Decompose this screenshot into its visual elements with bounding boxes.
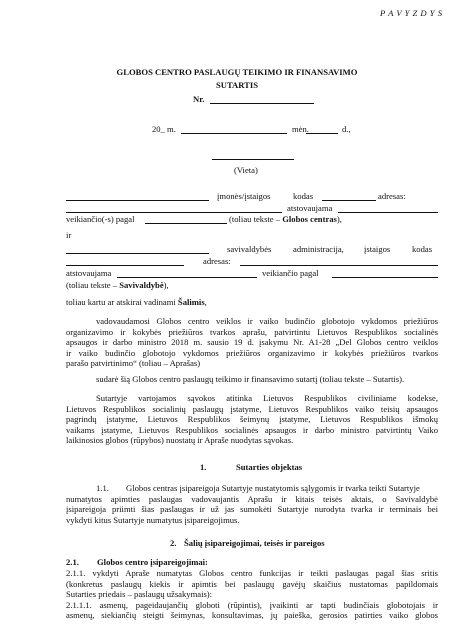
- section2-line: 2.1.1.1. asmenų, pageidaujančių globoti (rūpintis), įvaikinti ar tapti budinčiais globotojais ir: [66, 599, 438, 610]
- date-day-field[interactable]: [306, 133, 338, 134]
- party1-rep-field[interactable]: [338, 212, 438, 213]
- section1-line: vykdyti kitus Sutartyje numatytus įsipareigojimus.: [66, 514, 240, 525]
- party2-inst-label: įstaigos: [364, 244, 391, 254]
- party1-acting-field[interactable]: [145, 223, 227, 224]
- signing-line: sudarė šią Globos centro paslaugų teikimo ir finansavimo sutartį (toliau tekste – Sutartis).: [96, 374, 405, 384]
- party2-muni-label: savivaldybės: [227, 244, 272, 254]
- section1-paragraph: [66, 483, 438, 525]
- date-month-field[interactable]: [181, 133, 287, 134]
- section2-sub-title: Globos centro įsipareigojimai:: [97, 557, 208, 567]
- section1-p-num: 1.1.: [96, 483, 109, 493]
- party1-name-field[interactable]: [66, 200, 209, 201]
- terms-line: laikinosios globos (rūpybos) nuostatų ir Apraše nuodytas sąvokas.: [66, 435, 294, 446]
- party1-address-label: adresas:: [378, 191, 406, 201]
- terms-line: Sutartyje vartojamos sąvokos atitinka Lietuvos Respublikos civiliniame kodekse,: [96, 393, 438, 403]
- contract-number-label: Nr.: [193, 94, 205, 104]
- party1-rep-label: atstovaujama: [287, 203, 333, 213]
- party2-code-field[interactable]: [66, 265, 184, 266]
- terms-line: pagrindų įstatyme, Lietuvos Respublikos šeimynų įstatyme, Lietuvos Respublikos išmokų: [66, 414, 438, 425]
- sample-label: P A V Y Z D Y S: [380, 8, 443, 18]
- preamble-line: organizavimo ir kokybės priežiūros tvarkos aprašu, patvirtintu Lietuvos Respublikos socialinės: [66, 326, 438, 337]
- section1-line: numatytos apimties paslaugas vadovaujantis Aprašu ir kitais teisės aktais, o Savivaldybė: [66, 493, 438, 504]
- section2-sub-number: 2.1.: [66, 557, 79, 567]
- section1-title: Sutarties objektas: [236, 462, 303, 472]
- preamble-line: parašo patvirtinimo“ (toliau – Aprašas): [66, 358, 201, 369]
- party2-alias: (toliau tekste – Savivaldybė),: [66, 280, 169, 290]
- preamble-paragraph: [66, 316, 438, 369]
- preamble-line: apsaugos ir darbo ministro 2018 m. sausio 19 d. įsakymu Nr. A1-28 „Del Globos centro veiklos: [66, 337, 438, 348]
- party2-address-field[interactable]: [240, 265, 438, 266]
- document-title: GLOBOS CENTRO PASLAUGŲ TEIKIMO IR FINANSAVIMO: [116, 67, 358, 77]
- date-month-label: mėn.: [292, 124, 309, 134]
- section1-line: 1.1. Globos centras įsipareigoja Sutartyje nustatytomis sąlygomis ir tvarka teikti Sutartyje: [96, 483, 420, 493]
- party1-code-label: kodas: [293, 191, 314, 201]
- document-title-line2: SUTARTIS: [215, 80, 259, 90]
- party2-rep-label: atstovaujama: [66, 268, 112, 278]
- parties-line: toliau kartu ar atskirai vadinami Šalimis,: [66, 297, 207, 307]
- party2-rep-field[interactable]: [117, 277, 257, 278]
- section2-number: 2.: [170, 538, 177, 548]
- party2-admin-label: administracija,: [293, 244, 344, 254]
- section2-line: Sutarties priedais – paslaugų užsakymais):: [66, 589, 213, 600]
- party2-acting-field[interactable]: [332, 277, 438, 278]
- preamble-line: vadovaudamosi Globos centro veiklos ir vaiko budinčio globotojo vykdomos priežiūros: [96, 316, 438, 326]
- party2-name-field[interactable]: [66, 253, 209, 254]
- party1-address-field[interactable]: [66, 212, 282, 213]
- terms-paragraph: [66, 393, 438, 446]
- section1-number: 1.: [200, 462, 207, 472]
- preamble-line: ir vaiko budinčio globotojo vykdomos priežiūros organizavimo ir kokybės priežiūros tvarkos: [66, 347, 438, 358]
- section2-paragraph: [66, 568, 438, 621]
- party1-code-field[interactable]: [322, 200, 376, 201]
- terms-line: Lietuvos Respublikos socialinių paslaugų įstatyme, Lietuvos Respublikos vaiko teisių apsaugos: [66, 403, 438, 414]
- section2-line: (konkretus paslaugų kiekis ir apimtis bei paslaugų gavėjų skaičius nustatomas papildomais: [66, 578, 438, 589]
- and-word: ir: [66, 230, 72, 240]
- date-day-label: d.,: [342, 124, 351, 134]
- party1-acting-label: veikiančio(-s) pagal: [66, 214, 135, 224]
- place-label: (Vieta): [234, 165, 258, 175]
- party1-alias: (toliau tekste – Globos centras),: [229, 214, 342, 224]
- contract-number-field[interactable]: [210, 103, 314, 104]
- party2-acting-label: veikiančio pagal: [262, 268, 319, 278]
- party2-code-label: kodas: [412, 244, 433, 254]
- terms-line: vaikams įstatyme, Lietuvos Respublikos socialinės apsaugos ir darbo ministro patvirtintų Vaiko: [66, 424, 438, 435]
- party2-address-label: adresas:: [203, 256, 231, 266]
- section2-line: asmenų, siekiančių steigti šeimynas, konsultavimas, jų paieška, gerosios patirties vaiko globos: [66, 610, 438, 621]
- date-year: 20_ m.: [152, 124, 176, 134]
- section1-line: įsipareigoja priimti šias paslaugas ir už jas sumokėti Sutartyje nurodyta tvarka ir terminais bei: [66, 504, 438, 515]
- section2-line: 2.1.1. vykdyti Apraše numatytas Globos centro funkcijas ir teikti paslaugas pagal šias sritis: [66, 568, 438, 578]
- party1-org-label: įmonės/įstaigos: [217, 191, 271, 201]
- place-field[interactable]: [212, 159, 294, 160]
- section2-title: Šalių įsipareigojimai, teisės ir pareigos: [184, 538, 325, 548]
